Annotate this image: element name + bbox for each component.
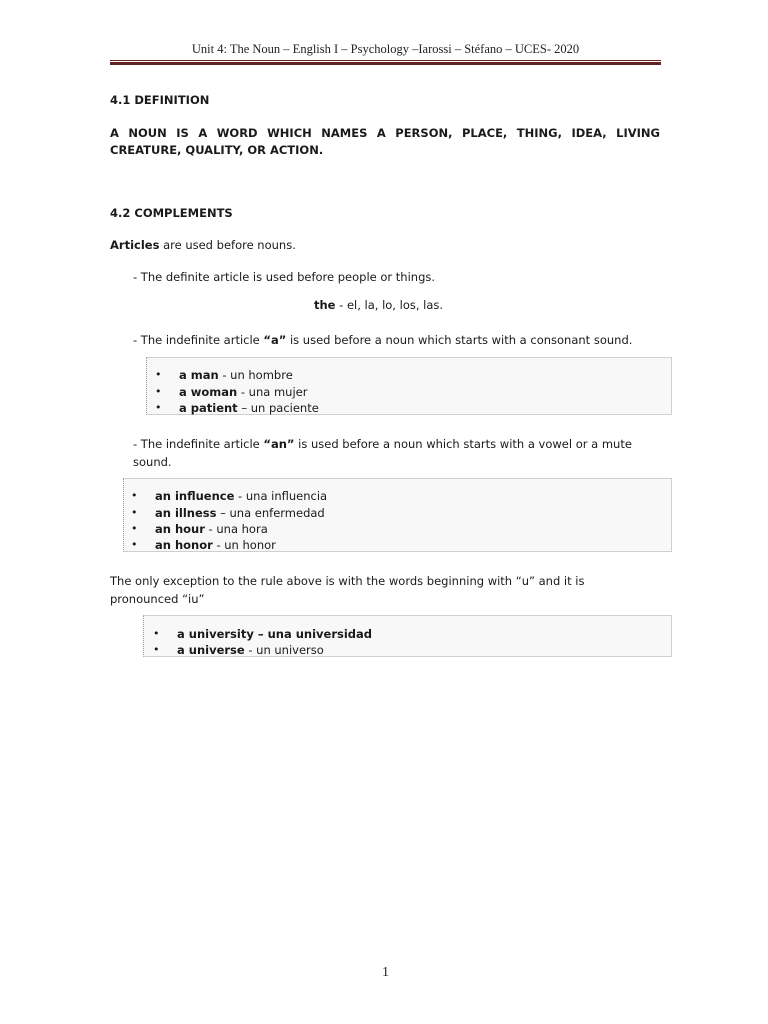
list-item: [179, 400, 319, 416]
list-item-bullet: •: [131, 522, 138, 535]
list-item-bullet: •: [153, 627, 160, 640]
list-item-translation: - un universo: [244, 643, 324, 657]
exception-text-line2: pronounced “iu”: [110, 592, 205, 606]
noun-definition: A NOUN IS A WORD WHICH NAMES A PERSON, PLACE, THING, IDEA, LIVING CREATURE, QUALITY, OR ACTION.: [110, 126, 660, 157]
list-item: [179, 367, 293, 383]
articles-intro: [110, 237, 296, 253]
header-rule-thin: [110, 60, 661, 61]
list-item: [179, 384, 307, 400]
list-item-term: an illness: [155, 506, 217, 520]
list-item-term: a universe: [177, 643, 245, 657]
list-item-term: an influence: [155, 489, 235, 503]
list-item-translation: - una influencia: [234, 489, 328, 503]
list-item-term: an honor: [155, 538, 213, 552]
list-item: [177, 626, 372, 642]
list-item-translation: - una hora: [204, 522, 268, 536]
list-item-translation: - una mujer: [237, 385, 308, 399]
header-rule-thick: [110, 62, 661, 65]
indefinite-a-note-article: “a”: [263, 333, 287, 347]
list-item: [155, 521, 268, 537]
definite-article-translation: - el, la, lo, los, las.: [335, 298, 444, 312]
articles-intro-bold: Articles: [110, 238, 160, 252]
list-item-translation: - un hombre: [218, 368, 293, 382]
list-item-bullet: •: [155, 401, 162, 414]
page-header-title: Unit 4: The Noun – English I – Psychology –Iarossi – Stéfano – UCES- 2020: [191, 42, 580, 56]
indefinite-a-note: [133, 332, 632, 348]
indefinite-a-note-pre: - The indefinite article: [133, 333, 264, 347]
list-item-bullet: •: [155, 385, 162, 398]
indefinite-an-note-pre: - The indefinite article: [133, 437, 264, 451]
definite-article-term: the: [314, 298, 336, 312]
list-item: [155, 488, 327, 504]
list-item-term: a man: [179, 368, 219, 382]
list-item-bullet: •: [131, 538, 138, 551]
list-item-translation: - un honor: [212, 538, 276, 552]
definite-article-example: [314, 297, 443, 313]
list-item-term: a patient: [179, 401, 238, 415]
list-item-bullet: •: [131, 489, 138, 502]
indefinite-a-note-post: is used before a noun which starts with a consonant sound.: [286, 333, 633, 347]
list-item-bullet: •: [153, 643, 160, 656]
indefinite-an-note: [133, 436, 632, 452]
indefinite-an-note-line2: sound.: [133, 455, 172, 469]
list-item-term: a university – una universidad: [177, 627, 373, 641]
list-item: [155, 537, 276, 553]
list-item: [177, 642, 324, 658]
list-item-translation: – una enfermedad: [216, 506, 325, 520]
list-item-translation: – un paciente: [237, 401, 319, 415]
articles-intro-rest: are used before nouns.: [159, 238, 296, 252]
exception-text-line1: The only exception to the rule above is with the words beginning with “u” and it is: [110, 574, 585, 588]
list-item: [155, 505, 325, 521]
section-heading-complements: 4.2 COMPLEMENTS: [110, 206, 233, 220]
indefinite-an-note-post: is used before a noun which starts with a vowel or a mute: [294, 437, 632, 451]
definite-article-note: - The definite article is used before people or things.: [133, 270, 436, 284]
section-heading-definition: 4.1 DEFINITION: [110, 93, 210, 107]
list-item-term: an hour: [155, 522, 205, 536]
indefinite-an-note-article: “an”: [263, 437, 295, 451]
page-number: 1: [382, 965, 389, 980]
list-item-term: a woman: [179, 385, 238, 399]
list-item-bullet: •: [155, 368, 162, 381]
list-item-bullet: •: [131, 506, 138, 519]
